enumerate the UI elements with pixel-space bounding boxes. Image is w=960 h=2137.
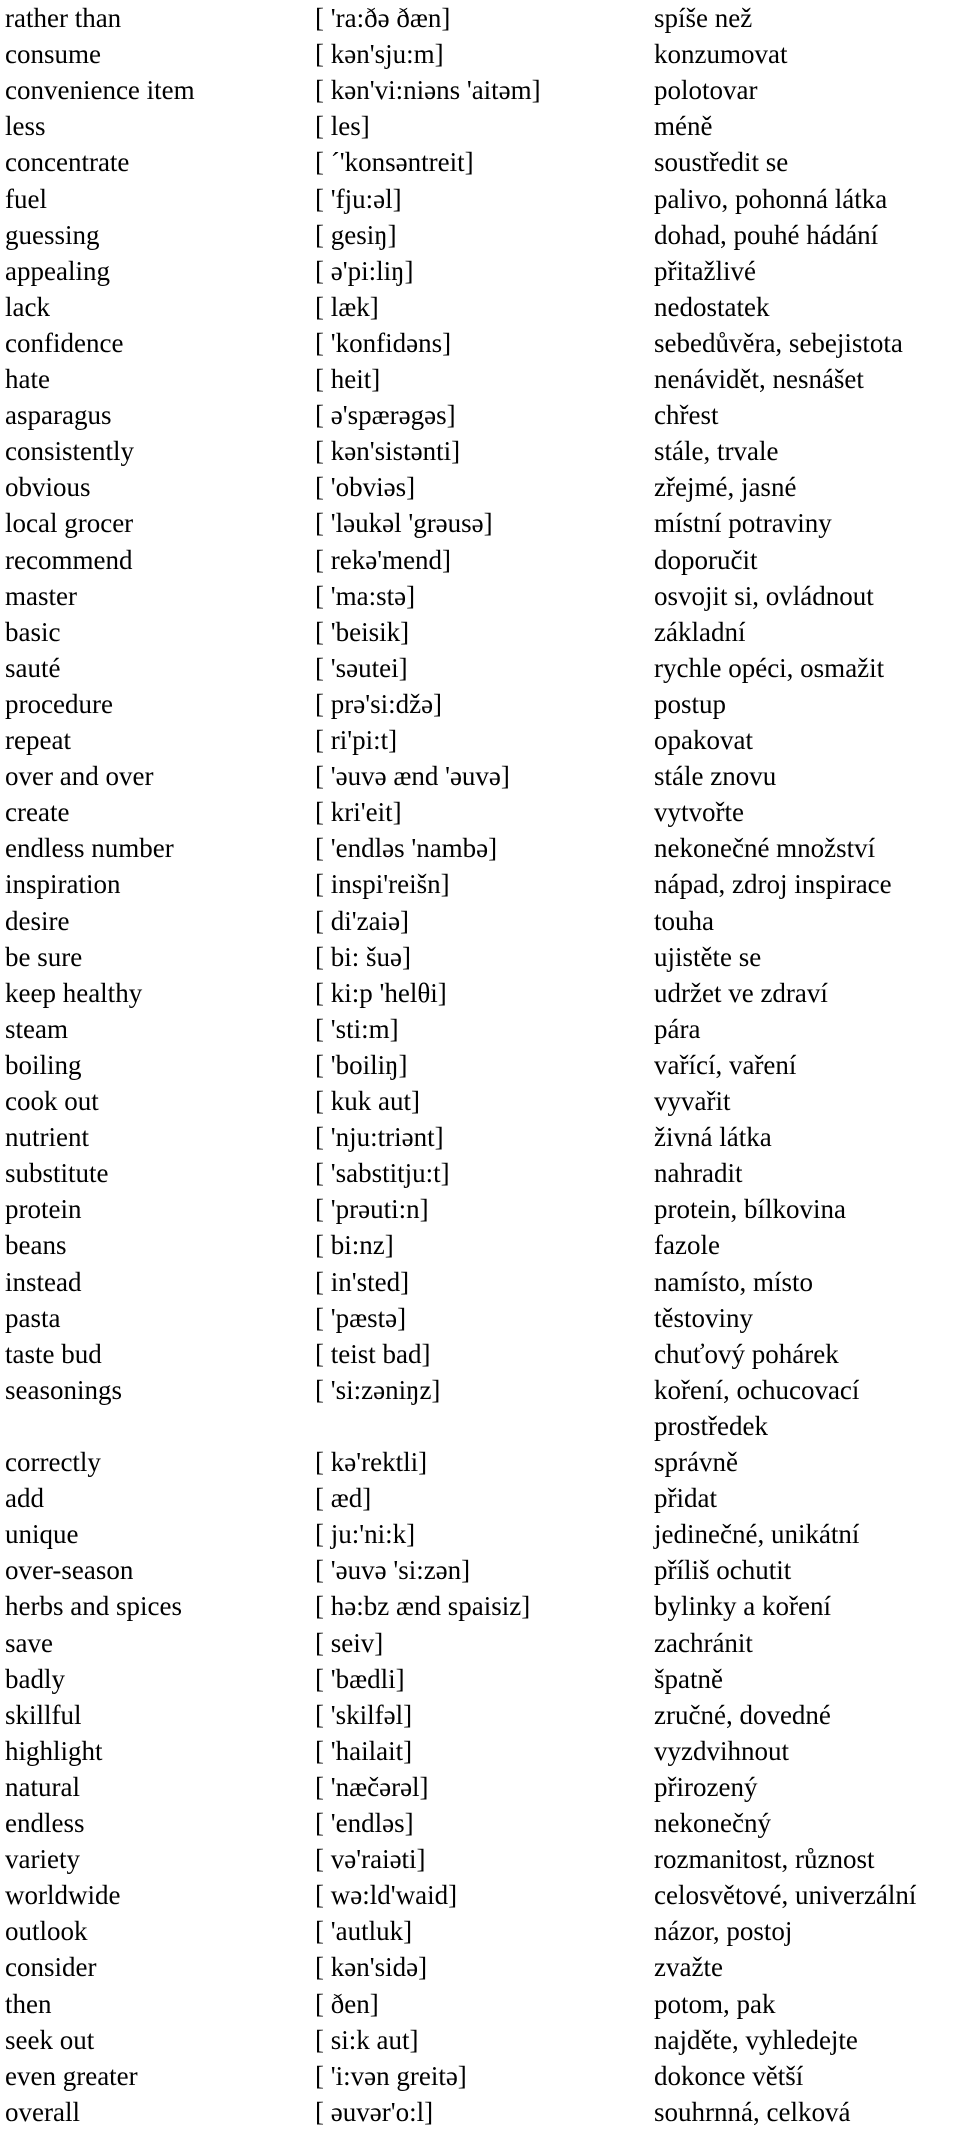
english-word: beans: [5, 1230, 67, 1261]
english-word: steam: [5, 1013, 68, 1044]
english-word: recommend: [5, 544, 133, 575]
vocab-row: [0, 1191, 960, 1227]
pronunciation: [ 'pæstə]: [315, 1302, 407, 1333]
english-word: procedure: [5, 688, 113, 719]
pronunciation: [ 'autluk]: [315, 1916, 413, 1947]
english-word: natural: [5, 1771, 80, 1802]
english-word: taste bud: [5, 1338, 102, 1369]
czech-translation: ujistěte se: [654, 941, 762, 972]
czech-translation: pára: [654, 1013, 701, 1044]
pronunciation: [ 'næčərəl]: [315, 1771, 429, 1802]
english-word: seek out: [5, 2024, 95, 2055]
vocab-row: [0, 1516, 960, 1552]
czech-translation: příliš ochutit: [654, 1555, 792, 1586]
vocab-row: [0, 650, 960, 686]
english-word: obvious: [5, 472, 91, 503]
pronunciation: [ kən'sju:m]: [315, 39, 444, 70]
pronunciation: [ 'fju:əl]: [315, 183, 402, 214]
czech-translation: najděte, vyhledejte: [654, 2024, 858, 2055]
pronunciation: [ ´'konsəntreit]: [315, 147, 474, 178]
czech-translation: spíše než: [654, 3, 753, 33]
english-word: confidence: [5, 327, 124, 358]
pronunciation: [ 'beisik]: [315, 616, 410, 647]
english-word: overall: [5, 2096, 80, 2127]
czech-translation: přirozený: [654, 1771, 758, 1802]
czech-translation: zručné, dovedné: [654, 1699, 831, 1730]
czech-translation: zachránit: [654, 1627, 753, 1658]
pronunciation: [ 'endləs]: [315, 1808, 414, 1838]
vocab-row: [0, 578, 960, 614]
pronunciation: [ bi: šuə]: [315, 941, 411, 972]
english-word: consistently: [5, 436, 134, 467]
vocab-row: [0, 361, 960, 397]
vocab-row: [0, 1697, 960, 1733]
pronunciation: [ 'obviəs]: [315, 472, 416, 503]
czech-translation: vytvořte: [654, 797, 744, 828]
czech-translation: doporučit: [654, 544, 758, 575]
english-word: skillful: [5, 1699, 82, 1730]
english-word: outlook: [5, 1916, 88, 1947]
pronunciation: [ heit]: [315, 364, 381, 394]
english-word: inspiration: [5, 869, 121, 900]
czech-translation: názor, postoj: [654, 1916, 793, 1947]
czech-translation: palivo, pohonná látka: [654, 183, 888, 214]
pronunciation: [ bi:nz]: [315, 1230, 394, 1261]
czech-translation: dohad, pouhé hádání: [654, 219, 879, 250]
czech-translation: chuťový pohárek: [654, 1338, 839, 1369]
english-word: master: [5, 580, 77, 611]
vocab-row: [0, 1264, 960, 1300]
english-word: pasta: [5, 1302, 61, 1333]
pronunciation: [ rekə'mend]: [315, 544, 452, 575]
czech-translation: těstoviny: [654, 1302, 753, 1333]
english-word: less: [5, 111, 46, 142]
pronunciation: [ æd]: [315, 1483, 372, 1514]
pronunciation: [ ri'pi:t]: [315, 725, 398, 755]
pronunciation: [ teist bad]: [315, 1338, 431, 1369]
pronunciation: [ kuk aut]: [315, 1086, 420, 1116]
pronunciation: [ ə'pi:liŋ]: [315, 255, 414, 286]
vocab-row: [0, 144, 960, 180]
czech-translation: nekonečné množství: [654, 833, 876, 864]
pronunciation: [ 'boiliŋ]: [315, 1049, 408, 1080]
pronunciation: [ wə:ld'waid]: [315, 1880, 458, 1911]
vocab-row: [0, 1119, 960, 1155]
czech-translation: namísto, místo: [654, 1266, 814, 1297]
english-word: seasonings: [5, 1374, 122, 1405]
vocab-row: [0, 1986, 960, 2022]
vocab-row: [0, 1588, 960, 1624]
czech-translation: konzumovat: [654, 39, 788, 70]
vocab-row: [0, 794, 960, 830]
english-word: then: [5, 1988, 52, 2019]
czech-translation: méně: [654, 111, 713, 142]
pronunciation: [ kən'vi:niəns 'aitəm]: [315, 75, 541, 106]
english-word: unique: [5, 1519, 79, 1550]
vocab-row: [0, 1083, 960, 1119]
pronunciation: [ les]: [315, 111, 370, 142]
pronunciation: [ 'ra:ðə ðæn]: [315, 3, 451, 33]
pronunciation: [ ə'spærəgəs]: [315, 400, 456, 431]
english-word: protein: [5, 1194, 82, 1225]
vocab-row: [0, 1444, 960, 1480]
english-word: asparagus: [5, 400, 112, 431]
czech-translation: koření, ochucovací: [654, 1374, 860, 1405]
vocab-row: [0, 1300, 960, 1336]
vocab-row: [0, 2022, 960, 2058]
pronunciation: [ seiv]: [315, 1627, 384, 1658]
english-word: save: [5, 1627, 53, 1658]
czech-translation: celosvětové, univerzální: [654, 1880, 917, 1911]
pronunciation: [ 'bædli]: [315, 1663, 405, 1694]
pronunciation: [ kri'eit]: [315, 797, 402, 828]
vocab-row: [0, 975, 960, 1011]
pronunciation: [ 'səutei]: [315, 652, 408, 683]
vocab-row: [0, 325, 960, 361]
vocab-row: [0, 289, 960, 325]
pronunciation: [ kən'sidə]: [315, 1952, 428, 1983]
czech-translation: osvojit si, ovládnout: [654, 580, 874, 611]
vocab-row: [0, 903, 960, 939]
pronunciation: [ əuvər'o:l]: [315, 2096, 434, 2127]
pronunciation: [ 'konfidəns]: [315, 327, 452, 358]
english-word: badly: [5, 1663, 65, 1694]
english-word: worldwide: [5, 1880, 121, 1911]
vocab-row: [0, 1336, 960, 1372]
pronunciation: [ si:k aut]: [315, 2024, 419, 2055]
english-word: desire: [5, 905, 70, 936]
pronunciation: [ 'i:vən greitə]: [315, 2060, 467, 2091]
english-word: consider: [5, 1952, 97, 1983]
vocab-row: [0, 181, 960, 217]
english-word: highlight: [5, 1735, 103, 1766]
czech-translation: chřest: [654, 400, 719, 431]
vocab-row: [0, 1227, 960, 1263]
vocab-row: [0, 614, 960, 650]
english-word: concentrate: [5, 147, 130, 178]
czech-translation: nekonečný: [654, 1808, 771, 1838]
czech-translation: nahradit: [654, 1158, 743, 1189]
pronunciation: [ kən'sistənti]: [315, 436, 461, 467]
pronunciation: [ prə'si:džə]: [315, 688, 443, 719]
vocab-row: [0, 722, 960, 758]
pronunciation: [ ki:p 'helθi]: [315, 977, 447, 1008]
czech-translation: místní potraviny: [654, 508, 832, 539]
vocab-row: [0, 397, 960, 433]
pronunciation: [ 'prəuti:n]: [315, 1194, 429, 1225]
czech-translation: přidat: [654, 1483, 717, 1514]
vocab-row: [0, 1372, 960, 1408]
czech-translation: špatně: [654, 1663, 723, 1694]
vocab-row: [0, 0, 960, 36]
vocab-row: [0, 1913, 960, 1949]
pronunciation: [ 'sti:m]: [315, 1013, 399, 1044]
pronunciation: [ 'skilfəl]: [315, 1699, 413, 1730]
english-word: variety: [5, 1844, 80, 1875]
pronunciation: [ 'ma:stə]: [315, 580, 416, 611]
czech-translation: souhrnná, celková: [654, 2096, 851, 2127]
english-word: instead: [5, 1266, 82, 1297]
czech-translation: postup: [654, 688, 727, 719]
czech-translation: jedinečné, unikátní: [654, 1519, 860, 1550]
czech-translation: touha: [654, 905, 714, 936]
vocab-row: [0, 1841, 960, 1877]
english-word: correctly: [5, 1447, 101, 1477]
vocab-row: [0, 866, 960, 902]
english-word: over and over: [5, 761, 154, 792]
vocab-row: [0, 830, 960, 866]
pronunciation: [ inspi'reišn]: [315, 869, 450, 900]
vocab-row: [0, 1877, 960, 1913]
czech-translation: vyvařit: [654, 1086, 731, 1116]
czech-translation: zvažte: [654, 1952, 723, 1983]
pronunciation: [ 'nju:triənt]: [315, 1122, 444, 1153]
czech-translation: stále znovu: [654, 761, 777, 792]
pronunciation: [ 'si:zəniŋz]: [315, 1374, 441, 1405]
english-word: over-season: [5, 1555, 134, 1586]
vocab-row: [0, 253, 960, 289]
english-word: rather than: [5, 3, 122, 33]
english-word: boiling: [5, 1049, 82, 1080]
vocab-row: [0, 1552, 960, 1588]
vocab-row: [0, 542, 960, 578]
english-word: hate: [5, 364, 50, 394]
pronunciation: [ və'raiəti]: [315, 1844, 426, 1875]
vocab-row: [0, 1625, 960, 1661]
vocab-row: [0, 686, 960, 722]
pronunciation: [ in'sted]: [315, 1266, 410, 1297]
english-word: local grocer: [5, 508, 134, 539]
pronunciation: [ 'əuvə ænd 'əuvə]: [315, 761, 510, 792]
english-word: endless number: [5, 833, 174, 864]
vocab-row: [0, 1047, 960, 1083]
czech-translation: dokonce větší: [654, 2060, 804, 2091]
vocab-row: [0, 1769, 960, 1805]
czech-translation: bylinky a koření: [654, 1591, 831, 1622]
vocab-row: [0, 1805, 960, 1841]
czech-translation: správně: [654, 1447, 738, 1477]
pronunciation: [ 'əuvə 'si:zən]: [315, 1555, 471, 1586]
english-word: cook out: [5, 1086, 99, 1116]
english-word: substitute: [5, 1158, 109, 1189]
vocab-row: [0, 2058, 960, 2094]
vocab-row: [0, 2094, 960, 2130]
english-word: sauté: [5, 652, 61, 683]
czech-translation: opakovat: [654, 725, 753, 755]
vocab-row: [0, 1408, 960, 1444]
english-word: create: [5, 797, 70, 828]
english-word: consume: [5, 39, 101, 70]
pronunciation: [ 'ləukəl 'grəusə]: [315, 508, 493, 539]
english-word: even greater: [5, 2060, 138, 2091]
czech-translation: stále, trvale: [654, 436, 779, 467]
english-word: lack: [5, 291, 50, 322]
czech-translation: soustředit se: [654, 147, 789, 178]
vocab-row: [0, 1480, 960, 1516]
czech-translation: rozmanitost, různost: [654, 1844, 875, 1875]
vocab-row: [0, 505, 960, 541]
vocab-row: [0, 1733, 960, 1769]
english-word: fuel: [5, 183, 47, 214]
vocab-row: [0, 469, 960, 505]
english-word: guessing: [5, 219, 100, 250]
pronunciation: [ læk]: [315, 291, 379, 322]
czech-translation: nedostatek: [654, 291, 770, 322]
vocab-row: [0, 1155, 960, 1191]
czech-translation: prostředek: [654, 1410, 768, 1441]
pronunciation: [ 'endləs 'nambə]: [315, 833, 498, 864]
czech-translation: vařící, vaření: [654, 1049, 797, 1080]
english-word: repeat: [5, 725, 71, 755]
english-word: basic: [5, 616, 61, 647]
vocab-row: [0, 1011, 960, 1047]
czech-translation: sebedůvěra, sebejistota: [654, 327, 903, 358]
czech-translation: živná látka: [654, 1122, 772, 1153]
pronunciation: [ gesiŋ]: [315, 219, 397, 250]
pronunciation: [ 'hailait]: [315, 1735, 413, 1766]
english-word: be sure: [5, 941, 83, 972]
english-word: endless: [5, 1808, 85, 1838]
czech-translation: vyzdvihnout: [654, 1735, 789, 1766]
pronunciation: [ kə'rektli]: [315, 1447, 428, 1477]
vocab-row: [0, 1949, 960, 1985]
vocab-row: [0, 433, 960, 469]
czech-translation: nápad, zdroj inspirace: [654, 869, 892, 900]
vocab-row: [0, 36, 960, 72]
english-word: keep healthy: [5, 977, 143, 1008]
vocab-row: [0, 1661, 960, 1697]
vocab-row: [0, 217, 960, 253]
english-word: herbs and spices: [5, 1591, 182, 1622]
czech-translation: základní: [654, 616, 746, 647]
english-word: nutrient: [5, 1122, 89, 1153]
english-word: add: [5, 1483, 44, 1514]
english-word: appealing: [5, 255, 110, 286]
vocab-row: [0, 939, 960, 975]
czech-translation: potom, pak: [654, 1988, 776, 2019]
czech-translation: nenávidět, nesnášet: [654, 364, 864, 394]
czech-translation: přitažlivé: [654, 255, 756, 286]
czech-translation: rychle opéci, osmažit: [654, 652, 885, 683]
pronunciation: [ hə:bz ænd spaisiz]: [315, 1591, 531, 1622]
czech-translation: zřejmé, jasné: [654, 472, 797, 503]
pronunciation: [ di'zaiə]: [315, 905, 410, 936]
czech-translation: polotovar: [654, 75, 758, 106]
vocab-row: [0, 108, 960, 144]
czech-translation: fazole: [654, 1230, 720, 1261]
english-word: convenience item: [5, 75, 195, 106]
vocab-row: [0, 72, 960, 108]
pronunciation: [ ju:'ni:k]: [315, 1519, 416, 1550]
vocab-row: [0, 758, 960, 794]
czech-translation: udržet ve zdraví: [654, 977, 828, 1008]
pronunciation: [ 'sabstitju:t]: [315, 1158, 450, 1189]
czech-translation: protein, bílkovina: [654, 1194, 846, 1225]
pronunciation: [ ðen]: [315, 1988, 379, 2019]
